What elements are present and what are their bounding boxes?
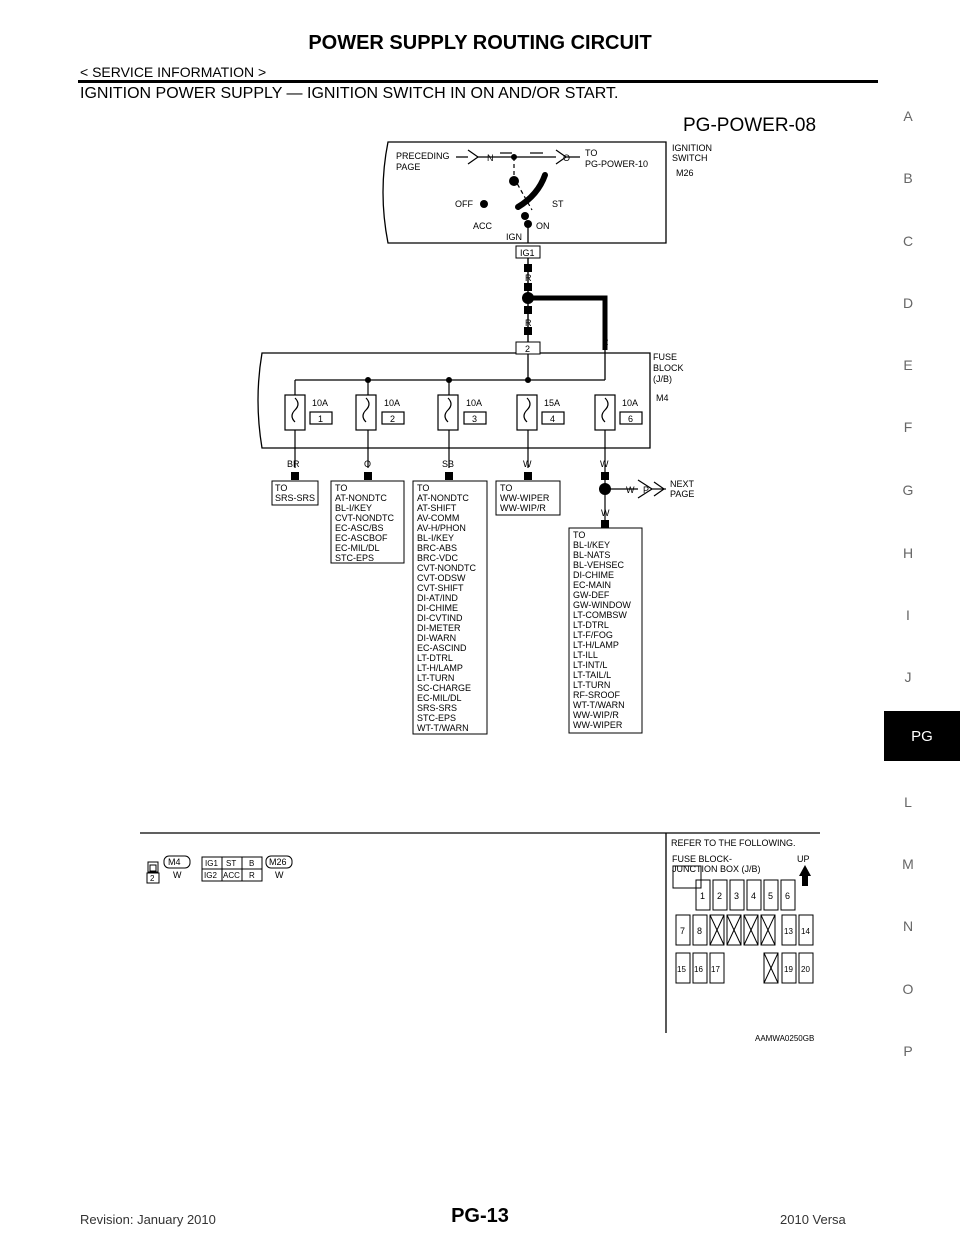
pos-ign: IGN [506, 232, 523, 242]
revision-text: Revision: January 2010 [80, 1212, 216, 1227]
dest-5-line-14: LT-TAIL/L [573, 670, 612, 680]
to-page-2: PG-POWER-10 [585, 159, 649, 169]
conn-n: N [487, 153, 494, 163]
dest-5-line-16: RF-SROOF [573, 690, 620, 700]
model-text: 2010 Versa [780, 1212, 846, 1227]
dest-5-line-19: WW-WIPER [573, 720, 623, 730]
side-index-m[interactable]: M [902, 856, 914, 872]
fuse-slot-5: 5 [768, 891, 774, 901]
m26-cell-ig2: IG2 [204, 871, 217, 880]
fuse-slot-1: 1 [700, 891, 706, 901]
wire-w-1: W [523, 459, 532, 469]
fuse-slot-6: 6 [785, 891, 791, 901]
pos-on: ON [536, 221, 550, 231]
fuse-slot-13: 13 [784, 927, 793, 936]
next-page-1: NEXT [670, 479, 695, 489]
dest-5-line-9: LT-DTRL [573, 620, 609, 630]
image-code: AAMWA0250GB [755, 1034, 815, 1043]
dest-3-line-15: DI-WARN [417, 633, 457, 643]
dest-3-line-7: BRC-VDC [417, 553, 459, 563]
side-index-pg-label: PG [911, 727, 933, 745]
dest-2-line-0: TO [335, 483, 348, 493]
m26-cell-b: B [249, 859, 255, 868]
fuse-block-label-2: BLOCK [653, 363, 684, 373]
dest-2-line-2: BL-I/KEY [335, 503, 373, 513]
fuse-6-num: 6 [628, 414, 634, 424]
conn-o: O [563, 153, 571, 163]
fuse-slot-3: 3 [734, 891, 740, 901]
fuse-2-amp: 10A [384, 398, 401, 408]
dest-3-line-3: AV-COMM [417, 513, 460, 523]
side-index-b[interactable]: B [903, 170, 913, 186]
dest-5-line-6: GW-DEF [573, 590, 610, 600]
jb-title-1: FUSE BLOCK- [672, 854, 733, 864]
dest-3-line-6: BRC-ABS [417, 543, 458, 553]
dest-3-line-11: DI-AT/IND [417, 593, 458, 603]
dest-5-line-0: TO [573, 530, 586, 540]
dest-5-line-4: DI-CHIME [573, 570, 614, 580]
switch-connector: M26 [676, 168, 694, 178]
dest-2-list [335, 483, 394, 563]
dest-5-line-3: BL-VEHSEC [573, 560, 625, 570]
dest-4-line-0: TO [500, 483, 513, 493]
dest-5-line-17: WT-T/WARN [573, 700, 625, 710]
fuse-connector: M4 [656, 393, 669, 403]
side-index-o[interactable]: O [902, 981, 914, 997]
fuse-4-num: 4 [550, 414, 556, 424]
dest-3-line-4: AV-H/PHON [417, 523, 466, 533]
dest-3-line-8: CVT-NONDTC [417, 563, 476, 573]
dest-2-line-3: CVT-NONDTC [335, 513, 394, 523]
dest-3-line-5: BL-I/KEY [417, 533, 455, 543]
dest-5-line-8: LT-COMBSW [573, 610, 627, 620]
m26-label: M26 [269, 857, 287, 867]
page-number: PG-13 [451, 1205, 509, 1227]
preceding-label-2: PAGE [396, 162, 421, 172]
side-index-h[interactable]: H [902, 545, 914, 561]
dest-3-line-13: DI-CVTIND [417, 613, 463, 623]
fuse-slot-15: 15 [677, 965, 686, 974]
dest-5-line-1: BL-I/KEY [573, 540, 611, 550]
side-index-f[interactable]: F [903, 419, 913, 435]
dest-2-line-5: EC-ASCBOF [335, 533, 388, 543]
page-title: POWER SUPPLY ROUTING CIRCUIT [308, 32, 652, 54]
dest-5-line-13: LT-INT/L [573, 660, 608, 670]
dest-2-line-1: AT-NONDTC [335, 493, 387, 503]
dest-4-list [500, 483, 550, 513]
pos-st: ST [552, 199, 564, 209]
fuse-slot-8: 8 [697, 926, 703, 936]
dest-3-line-22: SRS-SRS [417, 703, 458, 713]
side-index-p[interactable]: P [903, 1043, 913, 1059]
fuse-6-amp: 10A [622, 398, 639, 408]
dest-3-line-16: EC-ASCIND [417, 643, 467, 653]
preceding-label-1: PRECEDING [396, 151, 450, 161]
fuse-1-amp: 10A [312, 398, 329, 408]
dest-2-line-4: EC-ASC/BS [335, 523, 384, 533]
next-p: P [643, 485, 650, 495]
dest-5-line-5: EC-MAIN [573, 580, 611, 590]
m26-cell-st: ST [226, 859, 237, 868]
next-w: W [626, 485, 635, 495]
dest-5-line-2: BL-NATS [573, 550, 611, 560]
side-index-a[interactable]: A [903, 108, 913, 124]
dest-3-line-0: TO [417, 483, 430, 493]
dest-3-line-18: LT-H/LAMP [417, 663, 463, 673]
dest-3-line-20: SC-CHARGE [417, 683, 472, 693]
side-index-n[interactable]: N [902, 918, 914, 934]
m4-color: W [173, 870, 182, 880]
m26-cell-ig1: IG1 [205, 859, 218, 868]
refer-text: REFER TO THE FOLLOWING. [671, 838, 796, 848]
dest-3-line-17: LT-DTRL [417, 653, 453, 663]
fuse-slot-14: 14 [801, 927, 810, 936]
section-heading: IGNITION POWER SUPPLY — IGNITION SWITCH IN ON AND/OR START. [80, 85, 619, 102]
dest-3-line-12: DI-CHIME [417, 603, 458, 613]
dest-3-line-2: AT-SHIFT [417, 503, 457, 513]
fuse-slot-19: 19 [784, 965, 793, 974]
breadcrumb: < SERVICE INFORMATION > [80, 64, 267, 80]
dest-3-line-24: WT-T/WARN [417, 723, 469, 733]
wire-r-3: R [602, 337, 609, 347]
dest-3-line-21: EC-MIL/DL [417, 693, 462, 703]
dest-5-line-15: LT-TURN [573, 680, 611, 690]
fuse-3-num: 3 [472, 414, 478, 424]
pos-off: OFF [455, 199, 473, 209]
dest-2-line-6: EC-MIL/DL [335, 543, 380, 553]
dest-5-line-10: LT-F/FOG [573, 630, 613, 640]
fuse-slot-17: 17 [711, 965, 720, 974]
dest-2-line-7: STC-EPS [335, 553, 375, 563]
dest-5-line-11: LT-H/LAMP [573, 640, 619, 650]
side-index-i[interactable]: I [906, 607, 910, 623]
side-index-g[interactable]: G [902, 482, 914, 498]
side-index-c[interactable]: C [902, 233, 914, 249]
side-index-l[interactable]: L [904, 794, 912, 810]
up-label: UP [797, 854, 810, 864]
dest-3-list [417, 483, 476, 733]
fuse-slot-20: 20 [801, 965, 810, 974]
side-index-d[interactable]: D [902, 295, 914, 311]
junction-dot [511, 154, 517, 160]
switch-pivot [509, 176, 519, 186]
dest-3-line-9: CVT-ODSW [417, 573, 466, 583]
wire-r-1: R [525, 273, 532, 283]
next-page-2: PAGE [670, 489, 695, 499]
pos-acc: ACC [473, 221, 493, 231]
side-index-j[interactable]: J [904, 669, 912, 685]
dest-3-line-23: STC-EPS [417, 713, 457, 723]
m4-label: M4 [168, 857, 181, 867]
ignition-label-2: SWITCH [672, 153, 708, 163]
dest-3-line-14: DI-METER [417, 623, 461, 633]
dest-4-line-2: WW-WIP/R [500, 503, 546, 513]
fuse-block-label-1: FUSE [653, 352, 678, 362]
ig1-terminal: IG1 [520, 248, 535, 258]
wire-o: O [364, 459, 372, 469]
fuse-2-num: 2 [390, 414, 396, 424]
wire-w-2: W [600, 459, 609, 469]
m26-color: W [275, 870, 284, 880]
fuse-slot-2: 2 [717, 891, 723, 901]
fuse-block-label-3: (J/B) [653, 374, 672, 384]
fuse-4-amp: 15A [544, 398, 561, 408]
fuse-3-amp: 10A [466, 398, 483, 408]
wire-sb: SB [442, 459, 455, 469]
m4-terminal: 2 [150, 874, 155, 883]
dest-3-line-19: LT-TURN [417, 673, 455, 683]
fuse-slot-16: 16 [694, 965, 703, 974]
jb-title-2: JUNCTION BOX (J/B) [672, 864, 761, 874]
dest-5-list [573, 530, 631, 730]
diagram-code: PG-POWER-08 [683, 115, 817, 136]
dest-3-line-10: CVT-SHIFT [417, 583, 464, 593]
to-page-1: TO [585, 148, 598, 158]
dest-4-line-1: WW-WIPER [500, 493, 550, 503]
wire-w-3: W [601, 508, 610, 518]
fuse-1-num: 1 [318, 414, 324, 424]
fuse-terminal: 2 [525, 344, 531, 354]
fuse-slot-7: 7 [680, 926, 686, 936]
m26-cell-r: R [249, 871, 255, 880]
dest-5-line-18: WW-WIP/R [573, 710, 619, 720]
dest-1-line-0: TO [275, 483, 288, 493]
switch-arc [518, 175, 545, 207]
m26-cell-acc: ACC [223, 871, 240, 880]
side-index-e[interactable]: E [903, 357, 913, 373]
dest-5-line-7: GW-WINDOW [573, 600, 631, 610]
dest-3-line-1: AT-NONDTC [417, 493, 469, 503]
wire-r-2: R [525, 318, 532, 328]
wire-br: BR [287, 459, 300, 469]
ignition-label-1: IGNITION [672, 143, 712, 153]
dest-5-line-12: LT-ILL [573, 650, 598, 660]
fuse-slot-4: 4 [751, 891, 757, 901]
dest-1-line-1: SRS-SRS [275, 493, 316, 503]
